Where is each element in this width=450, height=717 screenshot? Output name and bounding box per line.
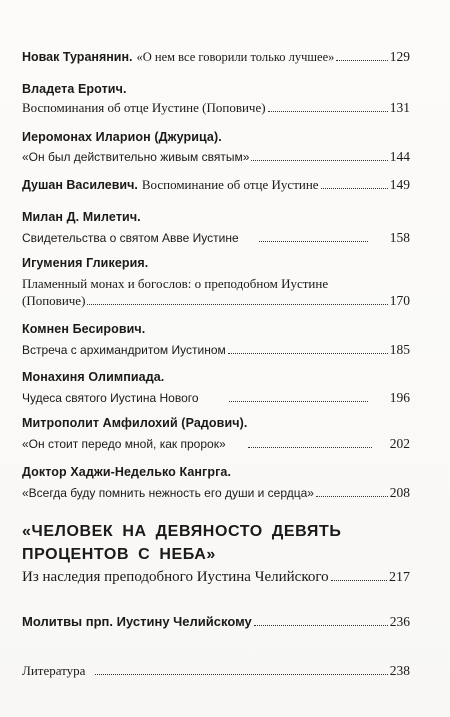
toc-title: «Он стоит передо мной, как пророк» [22,437,226,451]
toc-author: Монахиня Олимпиада. [22,370,165,384]
toc-entry [22,130,410,166]
toc-line [22,389,410,407]
toc-title: Встреча с архимандритом Иустином [22,343,226,357]
toc-page-number: 202 [389,436,410,451]
toc-page-number: 144 [389,149,410,164]
dot-leader [228,353,388,354]
toc-line [22,176,410,194]
toc-page-number: 236 [389,614,410,629]
toc-page-number: 196 [389,390,410,405]
section-title: «ЧЕЛОВЕК НА ДЕВЯНОСТО ДЕВЯТЬ [22,523,342,540]
toc-line [22,484,410,502]
toc-title: Воспоминания об отце Иустине (Поповиче) [22,100,266,115]
dot-leader [254,625,388,626]
dot-leader [331,580,387,581]
toc-entry [22,416,410,453]
toc-page-number: 238 [389,663,410,678]
toc-page-number: 170 [389,293,410,308]
toc-title: «Он был действительно живым святым» [22,150,250,164]
toc-entry [22,82,410,116]
dot-leader [259,241,368,242]
toc-line [22,148,410,166]
toc-line [22,341,410,359]
dot-leader [268,111,388,112]
toc-author: Доктор Хаджи-Неделько Кангрга. [22,465,232,479]
toc-page-number: 158 [389,230,410,245]
toc-page-number: 131 [389,100,410,115]
toc-line [22,229,410,247]
dot-leader [251,160,387,161]
toc-page-number: 129 [389,49,410,64]
toc-entry [22,48,410,66]
dot-leader [229,401,368,402]
toc-title: Молитвы прп. Иустину Челийскому [22,614,252,629]
toc-page-number: 185 [389,342,410,357]
toc-title-line: Пламенный монах и богослов: о преподобном Иустине [22,276,329,291]
toc-author: Новак Туранянин. [22,50,133,64]
toc-page-number: 217 [389,570,410,585]
toc-entry [22,662,410,679]
toc-title: «Всегда буду помнить нежность его души и сердца» [22,486,314,500]
toc-entry [22,370,410,407]
toc-entry [22,210,410,247]
dot-leader [316,496,388,497]
section-title: ПРОЦЕНТОВ С НЕБА» [22,546,216,563]
toc-title: «О нем все говорили только лучшее» [136,50,335,64]
dot-leader [95,674,387,675]
toc-line [22,662,410,679]
toc-title: Из наследия преподобного Иустина Челийского [22,569,329,585]
toc-entry [22,322,410,359]
toc-title: Чудеса святого Иустина Нового [22,391,199,405]
dot-leader [87,304,387,305]
toc-line [22,435,410,453]
dot-leader [336,60,387,61]
toc-entry [22,568,410,587]
toc-line [22,292,410,309]
toc-title: Литература [22,663,86,678]
toc-line [22,48,410,66]
toc-title: Воспоминание об отце Иустине [141,177,319,192]
dot-leader [248,447,372,448]
toc-author: Митрополит Амфилохий (Радович). [22,416,248,430]
toc-entry [22,613,410,631]
toc-author: Игумения Гликерия. [22,256,149,270]
toc-title-line: (Поповиче) [22,293,86,308]
toc-author: Комнен Бесирович. [22,322,146,336]
toc-author: Душан Василевич. [22,178,138,192]
toc-author: Милан Д. Милетич. [22,210,141,224]
toc-entry [22,465,410,502]
toc-page-number: 208 [389,485,410,500]
toc-entry [22,256,410,309]
dot-leader [321,188,388,189]
toc-page-number: 149 [389,177,410,192]
toc-author: Владета Еротич. [22,82,127,96]
toc-title: Свидетельства о святом Авве Иустине [22,231,239,245]
toc-line [22,568,410,587]
toc-line [22,613,410,631]
toc-author: Иеромонах Иларион (Джурица). [22,130,222,144]
toc-entry [22,176,410,194]
toc-line [22,99,410,116]
